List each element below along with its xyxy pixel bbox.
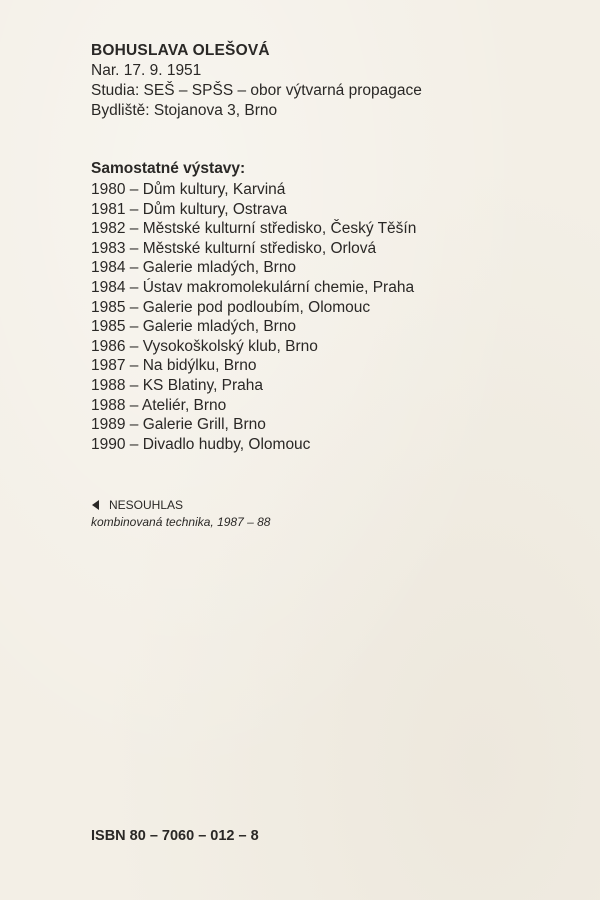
isbn: ISBN 80 – 7060 – 012 – 8 — [91, 828, 259, 844]
exhibition-item: 1988 – Ateliér, Brno — [91, 396, 227, 414]
author-residence: Bydliště: Stojanova 3, Brno — [91, 102, 278, 119]
caption-title: NESOUHLAS — [109, 498, 184, 512]
author-name: BOHUSLAVA OLEŠOVÁ — [91, 42, 270, 59]
author-birth: Nar. 17. 9. 1951 — [91, 62, 202, 79]
caption-subtitle: kombinovaná technika, 1987 – 88 — [91, 515, 271, 529]
exhibitions-list — [91, 180, 571, 454]
exhibition-item: 1985 – Galerie mladých, Brno — [91, 318, 297, 336]
exhibition-item: 1984 – Galerie mladých, Brno — [91, 259, 297, 277]
caption-title-row — [91, 496, 571, 514]
exhibition-item: 1986 – Vysokoškolský klub, Brno — [91, 337, 318, 355]
exhibition-item: 1981 – Dům kultury, Ostrava — [91, 200, 288, 218]
exhibitions-heading: Samostatné výstavy: — [91, 160, 246, 177]
exhibition-item: 1988 – KS Blatiny, Praha — [91, 376, 264, 394]
exhibition-item: 1990 – Divadlo hudby, Olomouc — [91, 435, 311, 453]
exhibition-item: 1982 – Městské kulturní středisko, Český Těšín — [91, 220, 417, 238]
author-studies: Studia: SEŠ – SPŠS – obor výtvarná propagace — [91, 82, 422, 99]
exhibition-item: 1980 – Dům kultury, Karviná — [91, 181, 286, 198]
left-triangle-icon — [92, 500, 99, 510]
exhibitions-section — [91, 158, 571, 454]
exhibition-item: 1984 – Ústav makromolekulární chemie, Praha — [91, 278, 415, 296]
author-info — [91, 40, 571, 121]
exhibition-item: 1985 – Galerie pod podloubím, Olomouc — [91, 298, 371, 316]
artwork-caption — [91, 496, 571, 531]
exhibition-item: 1983 – Městské kulturní středisko, Orlová — [91, 239, 377, 257]
exhibition-item: 1989 – Galerie Grill, Brno — [91, 416, 266, 434]
exhibition-item: 1987 – Na bidýlku, Brno — [91, 357, 257, 375]
